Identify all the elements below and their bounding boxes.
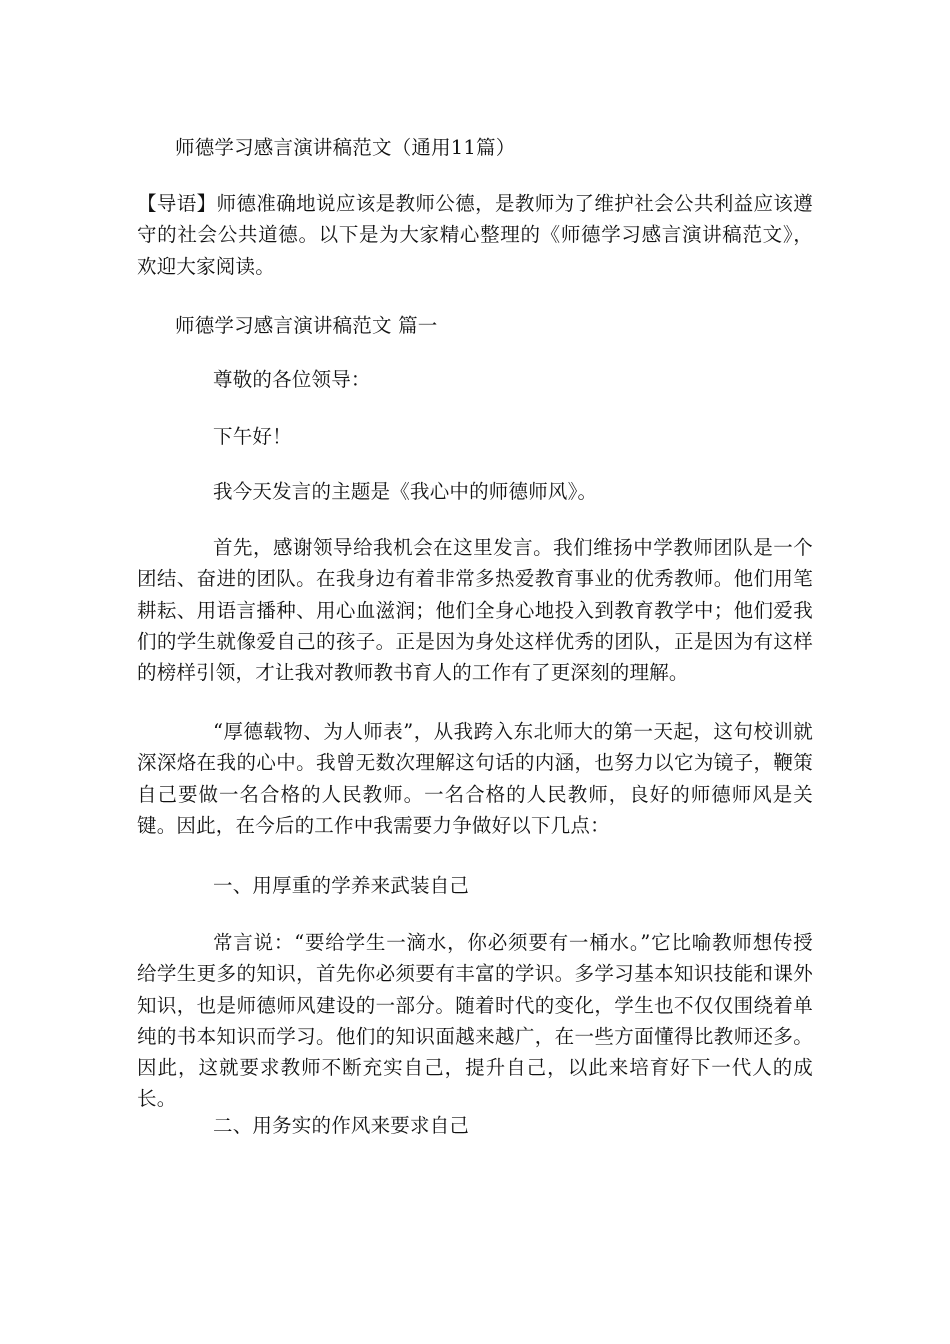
heading-1: 一、用厚重的学养来武装自己 <box>213 874 470 897</box>
section-title: 师德学习感言演讲稿范文 篇一 <box>175 314 438 337</box>
body-paragraph-3: 常言说：“要给学生一滴水，你必须要有一桶水。”它比喻教师想传授给学生更多的知识，首先你必须要有丰富的学识。多学习基本知识技能和课外知识，也是师德师风建设的一部分。随着时代的变化，学生也不仅仅围绕着单纯的书本知识而学习。他们的知识面越来越广，在一些方面懂得比教师还多。因此，这就要求教师不断充实自己，提升自己，以此来培育好下一代人的成长。 <box>137 931 813 1111</box>
heading-2: 二、用务实的作风来要求自己 <box>213 1114 470 1137</box>
document-title: 师德学习感言演讲稿范文（通用11篇） <box>175 136 516 159</box>
intro-paragraph: 【导语】师德准确地说应该是教师公德，是教师为了维护社会公共利益应该遵守的社会公共道德。以下是为大家精心整理的《师德学习感言演讲稿范文》，欢迎大家阅读。 <box>137 192 813 278</box>
greeting: 下午好！ <box>213 425 292 448</box>
body-paragraph-2: “厚德载物、为人师表”，从我跨入东北师大的第一天起，这句校训就深深烙在我的心中。我曾无数次理解这句话的内涵，也努力以它为镜子，鞭策自己要做一名合格的人民教师。一名合格的人民教师，良好的师德师风是关键。因此，在今后的工作中我需要力争做好以下几点： <box>137 720 813 837</box>
speech-theme: 我今天发言的主题是《我心中的师德师风》。 <box>213 480 598 503</box>
body-paragraph-1: 首先，感谢领导给我机会在这里发言。我们维扬中学教师团队是一个团结、奋进的团队。在我身边有着非常多热爱教育事业的优秀教师。他们用笔耕耘、用语言播种、用心血滋润；他们全身心地投入到教育教学中；他们爱我们的学生就像爱自己的孩子。正是因为身处这样优秀的团队，正是因为有这样的榜样引领，才让我对教师教书育人的工作有了更深刻的理解。 <box>137 536 813 685</box>
salutation: 尊敬的各位领导： <box>213 368 371 391</box>
